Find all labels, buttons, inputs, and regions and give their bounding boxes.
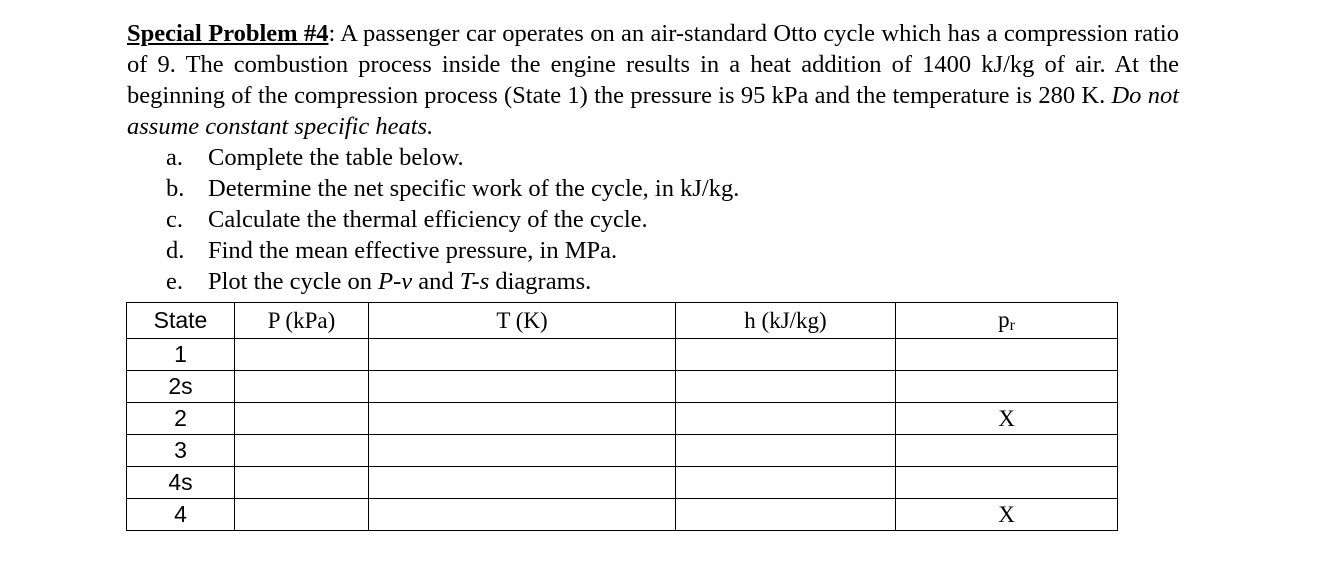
cell-enthalpy xyxy=(676,435,896,467)
header-temperature: T (K) xyxy=(369,303,676,339)
task-item xyxy=(127,142,1179,173)
task-text-before: Plot the cycle on xyxy=(208,268,379,295)
cell-pr xyxy=(896,435,1118,467)
table-row xyxy=(127,467,1118,499)
task-marker: c. xyxy=(166,206,183,233)
cell-state: 2 xyxy=(127,403,235,435)
cell-pr xyxy=(896,467,1118,499)
cell-temperature xyxy=(369,339,676,371)
task-text: Complete the table below. xyxy=(208,144,464,171)
cell-state: 1 xyxy=(127,339,235,371)
task-marker: d. xyxy=(166,237,185,264)
task-marker: e. xyxy=(166,268,183,295)
task-item xyxy=(127,204,1179,235)
cell-pr: X xyxy=(896,403,1118,435)
problem-document xyxy=(127,18,1179,297)
header-pr-subscript: r xyxy=(1009,316,1015,334)
cell-enthalpy xyxy=(676,499,896,531)
task-marker: b. xyxy=(166,175,185,202)
task-item xyxy=(127,235,1179,266)
problem-statement xyxy=(127,18,1179,142)
task-text: Determine the net specific work of the cycle, in kJ/kg. xyxy=(208,175,740,202)
table-header-row xyxy=(127,303,1118,339)
task-text: Find the mean effective pressure, in MPa. xyxy=(208,237,618,264)
table-row xyxy=(127,435,1118,467)
task-list xyxy=(127,142,1179,297)
cell-state: 2s xyxy=(127,371,235,403)
cell-state: 4 xyxy=(127,499,235,531)
cell-pressure xyxy=(235,467,369,499)
header-pr xyxy=(896,303,1118,339)
cell-pr xyxy=(896,339,1118,371)
cell-enthalpy xyxy=(676,339,896,371)
table-row xyxy=(127,371,1118,403)
cell-enthalpy xyxy=(676,467,896,499)
task-text: Calculate the thermal efficiency of the cycle. xyxy=(208,206,648,233)
cell-enthalpy xyxy=(676,403,896,435)
cell-temperature xyxy=(369,435,676,467)
table-row xyxy=(127,499,1118,531)
cell-pressure xyxy=(235,403,369,435)
pv-diagram-label: P-v xyxy=(378,268,413,295)
problem-title: Special Problem #4 xyxy=(127,20,329,47)
header-enthalpy: h (kJ/kg) xyxy=(676,303,896,339)
table-row xyxy=(127,339,1118,371)
state-table xyxy=(126,302,1118,531)
ts-diagram-label: T-s xyxy=(459,268,490,295)
table-row xyxy=(127,403,1118,435)
cell-pressure xyxy=(235,435,369,467)
problem-intro: : A passenger car operates on an air-standard Otto cycle which has a compression ratio of 9. The combustion process inside the engine results in a heat addition of 1400 kJ/kg of air. At the beginning of the compression process (State 1) the pressure is 95 kPa and the temperature is 280 K. xyxy=(127,20,1179,109)
task-item xyxy=(127,173,1179,204)
cell-pressure xyxy=(235,371,369,403)
cell-temperature xyxy=(369,467,676,499)
task-text-after: diagrams. xyxy=(489,268,592,295)
cell-pr xyxy=(896,371,1118,403)
problem-note: Do not assume constant specific heats. xyxy=(127,82,1180,140)
cell-temperature xyxy=(369,403,676,435)
cell-pressure xyxy=(235,499,369,531)
cell-temperature xyxy=(369,371,676,403)
header-pr-main: p xyxy=(998,306,1010,332)
cell-temperature xyxy=(369,499,676,531)
cell-state: 3 xyxy=(127,435,235,467)
header-pressure: P (kPa) xyxy=(235,303,369,339)
cell-enthalpy xyxy=(676,371,896,403)
task-item xyxy=(127,266,1179,297)
task-marker: a. xyxy=(166,144,183,171)
header-state: State xyxy=(127,303,235,339)
task-text-and: and xyxy=(412,268,460,295)
cell-state: 4s xyxy=(127,467,235,499)
cell-pressure xyxy=(235,339,369,371)
cell-pr: X xyxy=(896,499,1118,531)
